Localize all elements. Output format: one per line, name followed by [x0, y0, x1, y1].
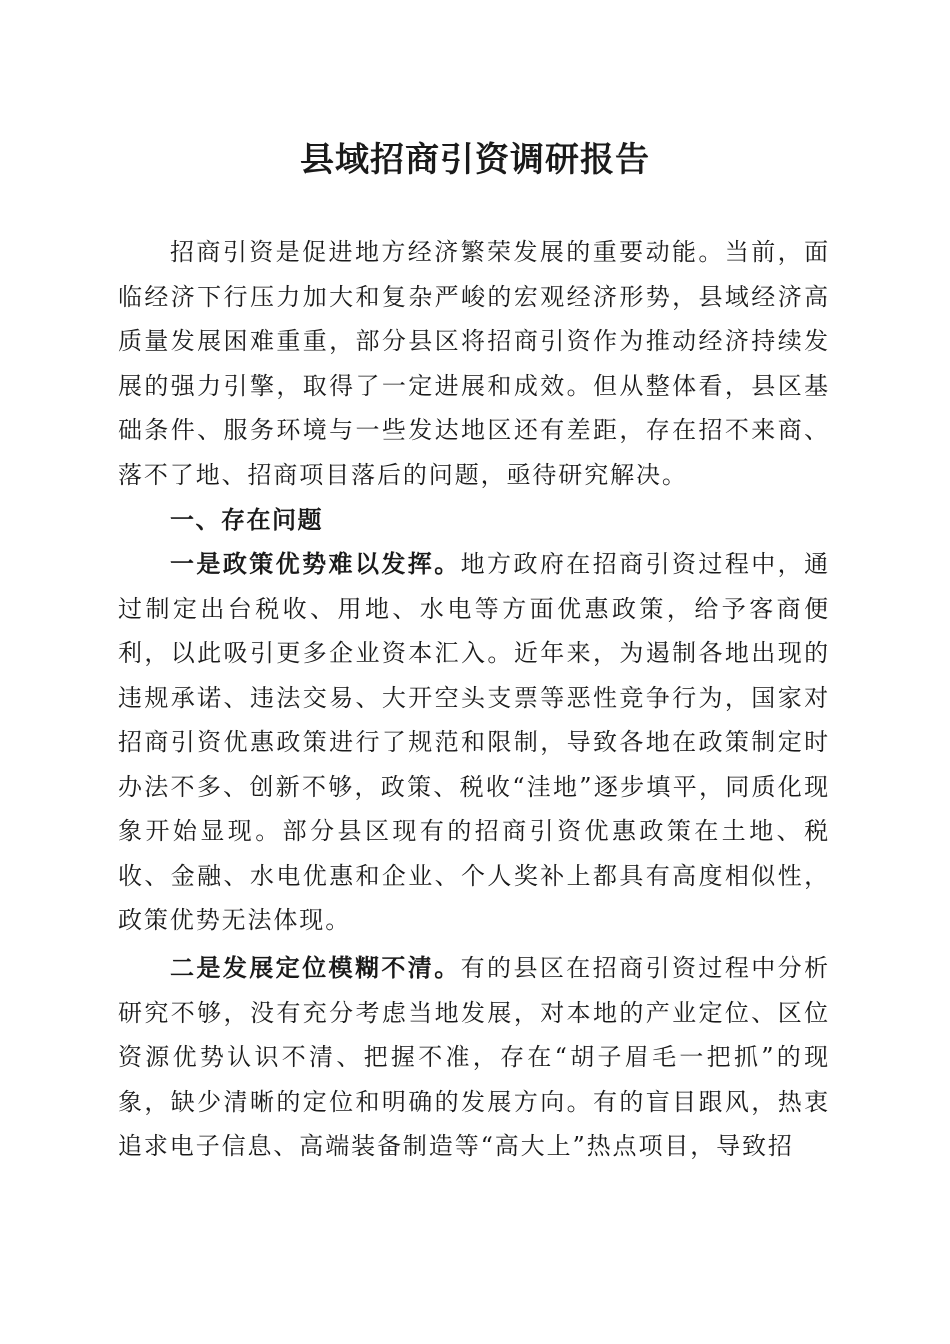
problem-paragraph-1 — [118, 542, 830, 943]
problem-1-body: 地方政府在招商引资过程中，通过制定出台税收、用地、水电等方面优惠政策，给予客商便利，以此吸引更多企业资本汇入。近年来，为遏制各地出现的违规承诺、违法交易、大开空头支票等恶性竞争行为，国家对招商引资优惠政策进行了规范和限制，导致各地在政策制定时办法不多、创新不够，政策、税收“洼地”逐步填平，同质化现象开始显现。部分县区现有的招商引资优惠政策在土地、税收、金融、水电优惠和企业、个人奖补上都具有高度相似性，政策优势无法体现。 — [118, 550, 830, 934]
problem-paragraph-2 — [118, 946, 830, 1169]
section-heading-problems: 一、存在问题 — [170, 505, 323, 534]
problem-2-body: 有的县区在招商引资过程中分析研究不够，没有充分考虑当地发展，对本地的产业定位、区位资源优势认识不清、把握不准，存在“胡子眉毛一把抓”的现象，缺少清晰的定位和明确的发展方向。有的盲目跟风，热衷追求电子信息、高端装备制造等“高大上”热点项目，导致招 — [118, 954, 830, 1160]
document-title: 县域招商引资调研报告 — [300, 140, 650, 180]
intro-paragraph: 招商引资是促进地方经济繁荣发展的重要动能。当前，面临经济下行压力加大和复杂严峻的宏观经济形势，县域经济高质量发展困难重重，部分县区将招商引资作为推动经济持续发展的强力引擎，取得了一定进展和成效。但从整体看，县区基础条件、服务环境与一些发达地区还有差距，存在招不来商、落不了地、招商项目落后的问题，亟待研究解决。 — [118, 238, 830, 489]
problem-1-lead: 一是政策优势难以发挥。 — [170, 549, 461, 578]
problem-2-lead: 二是发展定位模糊不清。 — [170, 953, 461, 982]
